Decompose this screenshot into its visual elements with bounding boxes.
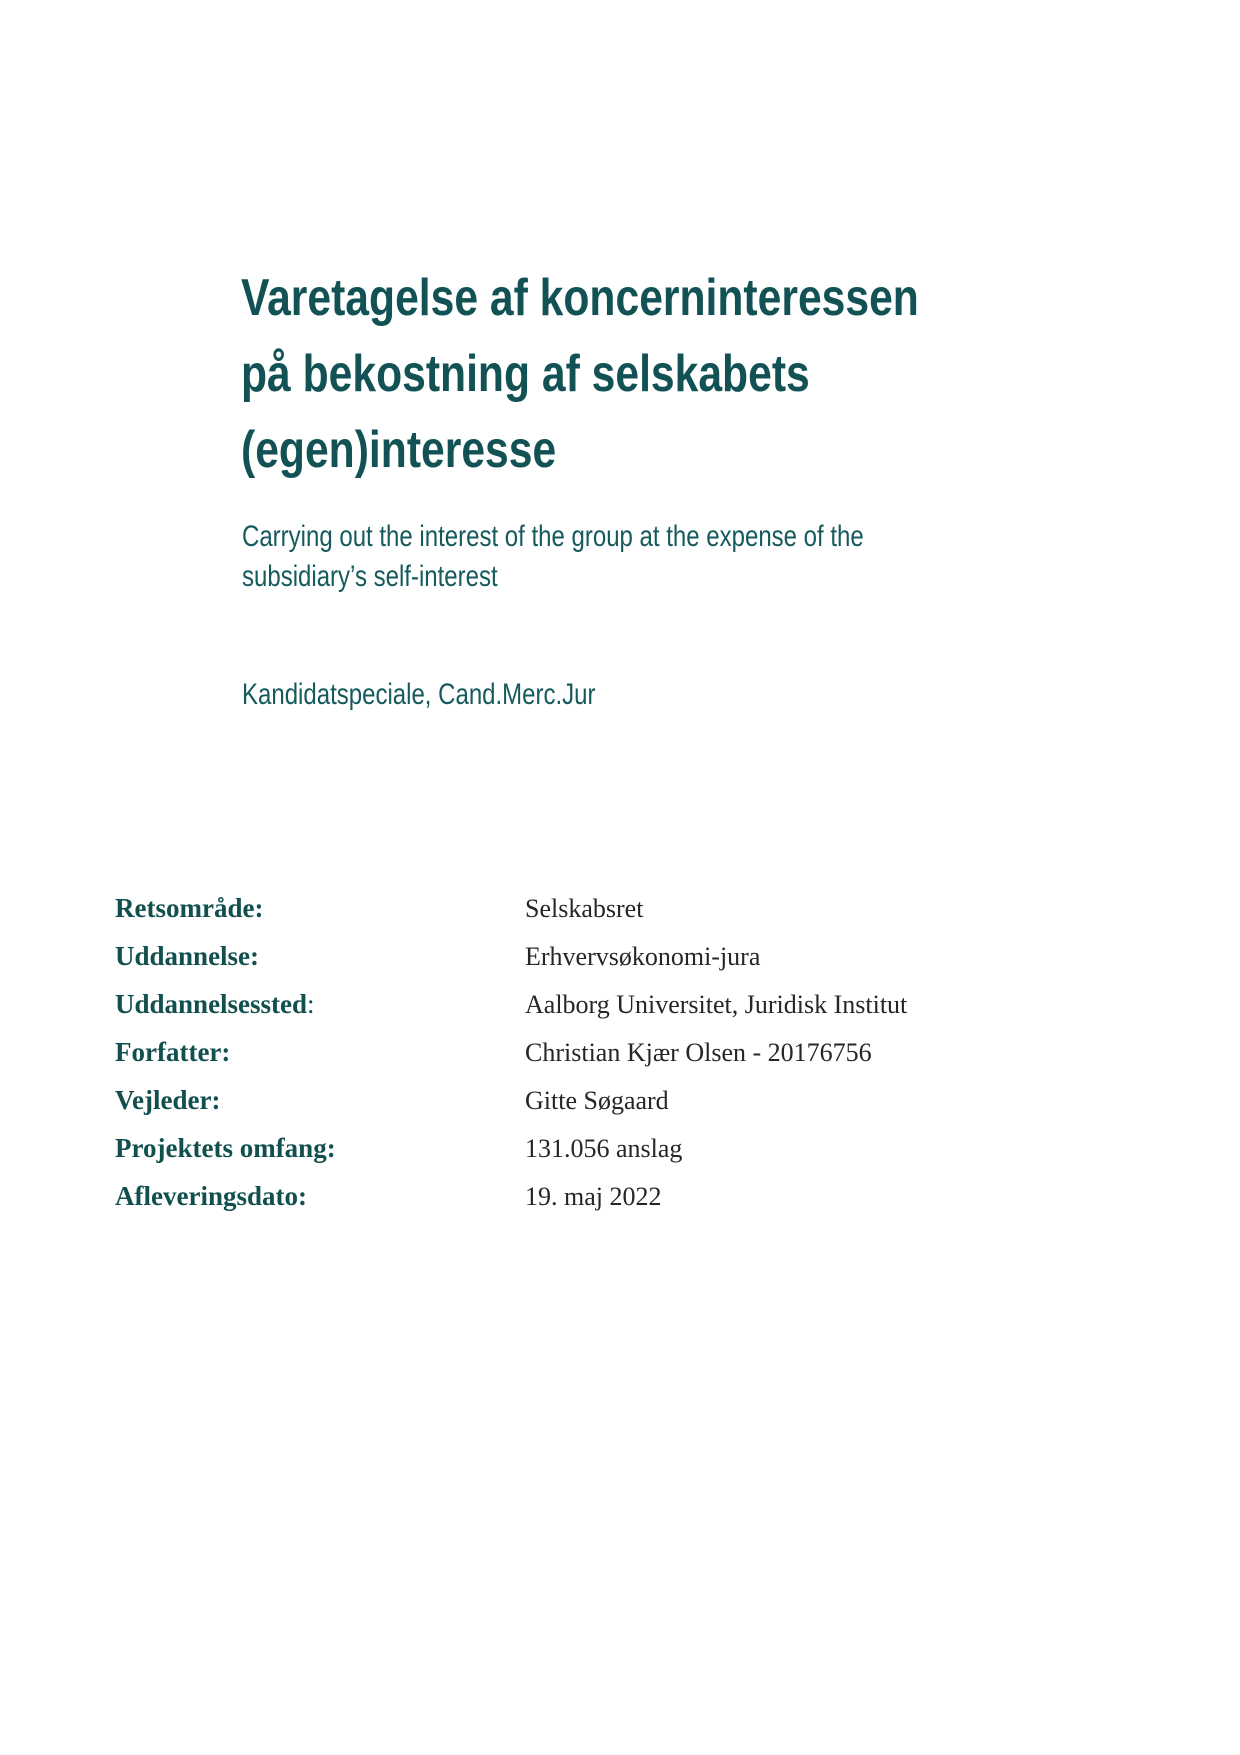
meta-table [115,884,1125,1220]
meta-label-text: Afleveringsdato [115,1181,298,1211]
meta-label-text: Forfatter [115,1037,222,1067]
meta-row [115,884,1125,932]
thesis-title-line-1: Varetagelse af koncerninteressen [241,269,919,327]
thesis-subtitle-line-2: subsidiary’s self-interest [242,560,498,593]
meta-value: Aalborg Universitet, Juridisk Institut [525,990,908,1019]
thesis-subtitle-line-1: Carrying out the interest of the group at the expense of the [242,520,864,553]
thesis-title-line-2: på bekostning af selskabets [241,345,810,403]
thesis-subtitle-english [242,517,864,597]
meta-label [115,1124,525,1172]
meta-label-colon: : [297,1181,307,1211]
meta-label [115,932,525,980]
meta-label [115,884,525,932]
meta-row [115,1076,1125,1124]
meta-row [115,1172,1125,1220]
meta-label-text: Retsområde [115,893,255,923]
meta-row [115,1028,1125,1076]
meta-label [115,1076,525,1124]
degree-program-line: Kandidatspeciale, Cand.Merc.Jur [242,678,596,711]
meta-label [115,1172,525,1220]
meta-label-text: Uddannelsessted [115,989,308,1019]
meta-label-text: Projektets omfang [115,1133,327,1163]
meta-value: Erhvervsøkonomi-jura [525,942,761,971]
meta-row [115,980,1125,1028]
meta-label-colon: : [211,1085,221,1115]
meta-label [115,980,525,1028]
thesis-title-line-3: (egen)interesse [241,421,557,479]
meta-label-text: Uddannelse [115,941,251,971]
thesis-title [241,260,919,488]
meta-label-colon: : [221,1037,231,1067]
meta-label-colon: : [254,893,264,923]
meta-value: 131.056 anslag [525,1134,683,1163]
meta-value: Selskabsret [525,894,644,923]
meta-row [115,1124,1125,1172]
meta-value: 19. maj 2022 [525,1182,662,1211]
meta-label-colon: : [307,989,315,1019]
meta-label [115,1028,525,1076]
meta-label-colon: : [250,941,260,971]
meta-row [115,932,1125,980]
meta-value: Gitte Søgaard [525,1086,669,1115]
meta-label-colon: : [326,1133,336,1163]
meta-label-text: Vejleder [115,1085,212,1115]
meta-value: Christian Kjær Olsen - 20176756 [525,1038,872,1067]
